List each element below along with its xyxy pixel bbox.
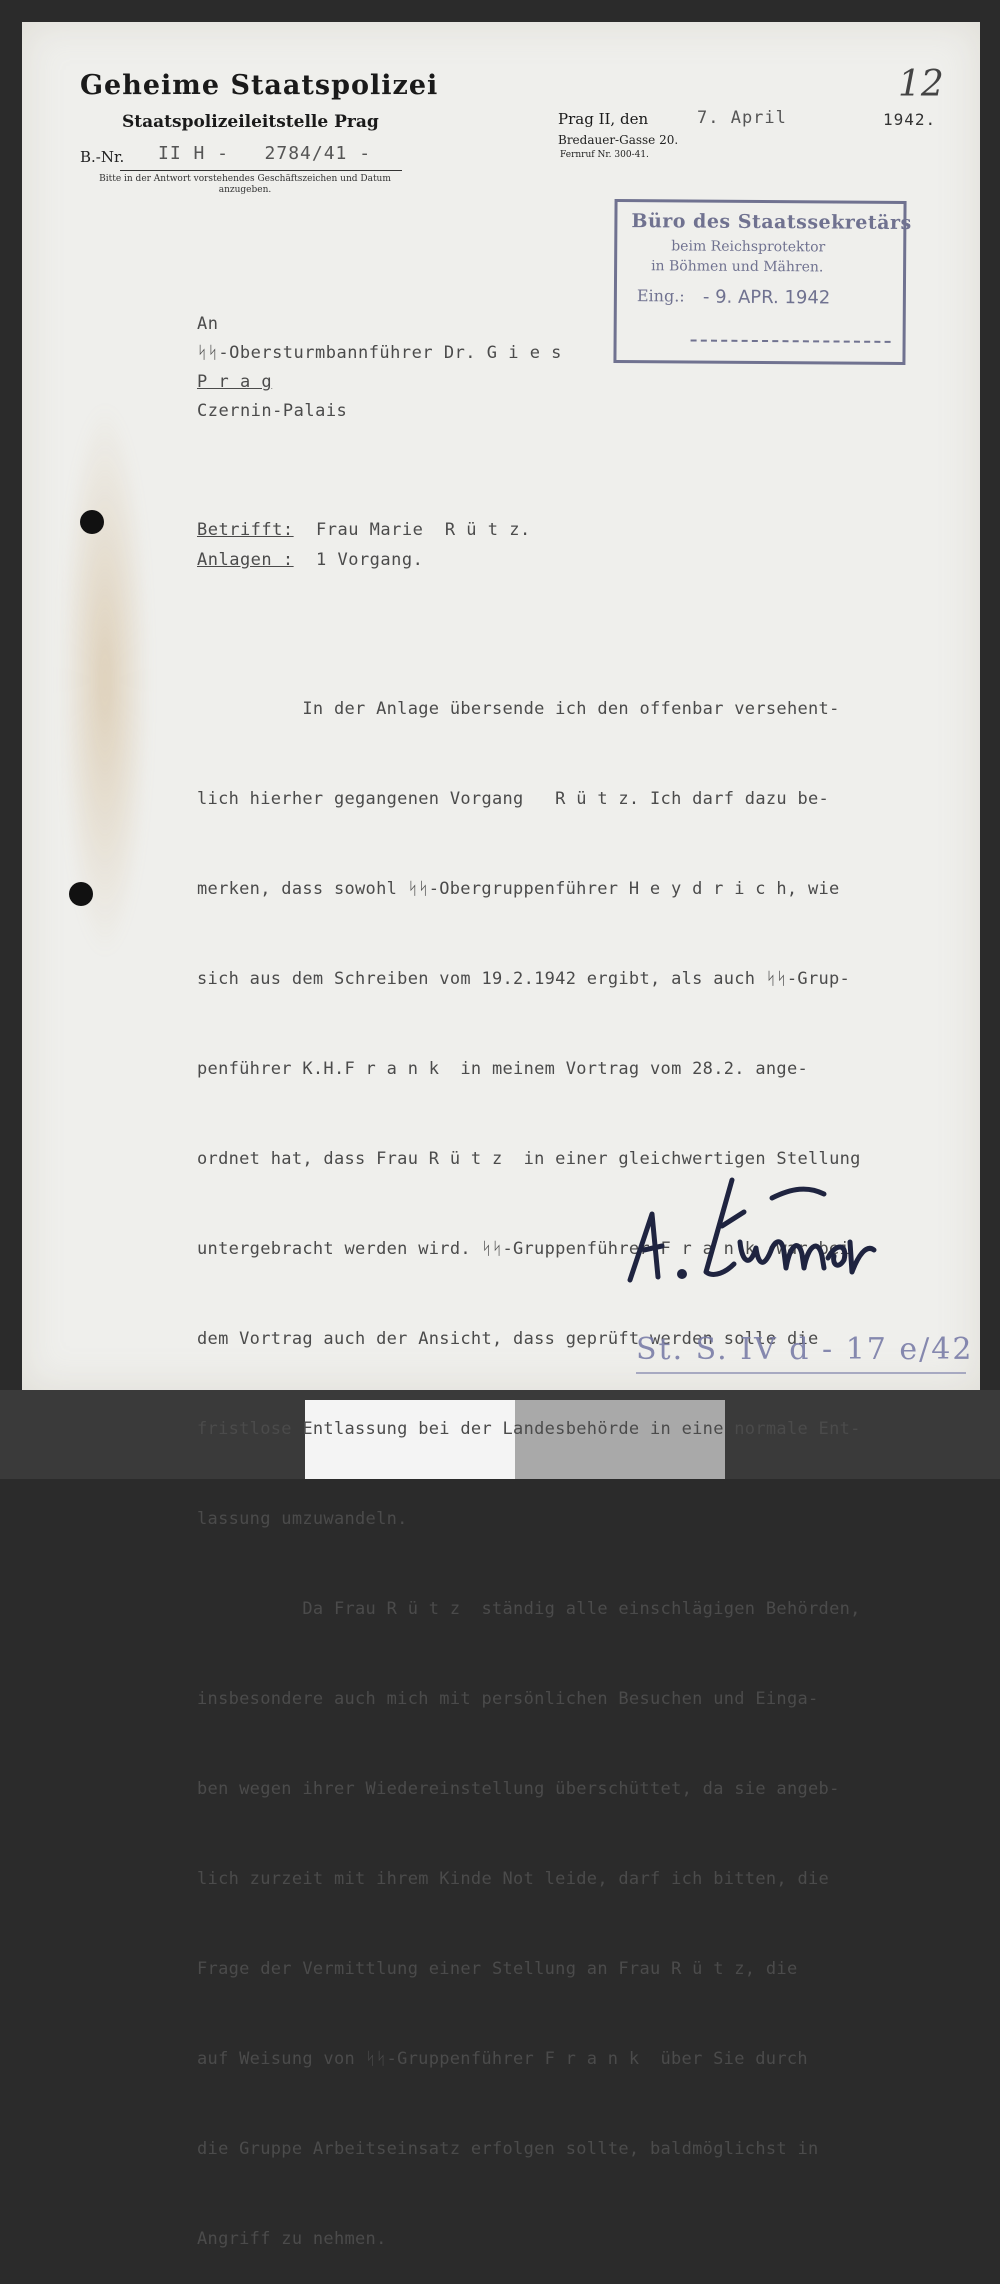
reference-note: Bitte in der Antwort vorstehendes Geschäftszeichen und Datum anzugeben. xyxy=(99,174,391,195)
body-line: fristlose Entlassung bei der Landesbehörde in eine normale Ent- xyxy=(197,1419,861,1439)
recipient-city: P r a g xyxy=(197,372,273,392)
sender-address: Bredauer-Gasse 20. xyxy=(558,133,679,147)
subject-value: Frau Marie R ü t z. xyxy=(316,520,531,540)
body-line: Angriff zu nehmen. xyxy=(197,2229,387,2249)
sender-phone: Fernruf Nr. 300-41. xyxy=(560,150,649,160)
recipient-salutation: An xyxy=(197,314,219,334)
stamp-line-2: beim Reichsprotektor xyxy=(671,238,826,256)
enclosure-label: Anlagen : xyxy=(197,550,294,570)
body-line: ordnet hat, dass Frau R ü t z in einer gleichwertigen Stellung xyxy=(197,1149,861,1169)
body-line: penführer K.H.F r a n k in meinem Vortrag vom 28.2. ange- xyxy=(197,1059,809,1079)
stamp-dashed-line xyxy=(691,340,891,343)
body-line: untergebracht werden wird. ᛋᛋ-Gruppenführer F r a n k war bei xyxy=(197,1239,851,1259)
punch-hole-bottom xyxy=(69,882,93,906)
body-line: Da Frau R ü t z ständig alle einschlägigen Behörden, xyxy=(197,1599,861,1619)
signature-drawing xyxy=(622,1172,892,1292)
reference-underline xyxy=(120,170,402,171)
stamp-line-1: Büro des Staatssekretärs xyxy=(631,210,912,235)
body-line: lassung umzuwandeln. xyxy=(197,1509,408,1529)
handwritten-page-number: 12 xyxy=(898,64,944,105)
paper-stain xyxy=(60,400,150,960)
reference-number: II H - 2784/41 - xyxy=(158,143,372,164)
dateline-day-month: 7. April xyxy=(697,108,787,128)
reference-label: B.-Nr. xyxy=(80,148,125,166)
registry-mark: St. S. IV d - 17 e/42 xyxy=(636,1332,974,1367)
body-line: lich zurzeit mit ihrem Kinde Not leide, darf ich bitten, die xyxy=(197,1869,830,1889)
body-line: merken, dass sowohl ᛋᛋ-Obergruppenführer H e y d r i c h, wie xyxy=(197,879,840,899)
body-line: dem Vortrag auch der Ansicht, dass geprüft werden solle die xyxy=(197,1329,819,1349)
body-line: die Gruppe Arbeitseinsatz erfolgen sollte, baldmöglichst in xyxy=(197,2139,819,2159)
body-line: Frage der Vermittlung einer Stellung an Frau R ü t z, die xyxy=(197,1959,798,1979)
body-line: ben wegen ihrer Wiedereinstellung überschüttet, da sie angeb- xyxy=(197,1779,840,1799)
body-line: lich hierher gegangenen Vorgang R ü t z. Ich darf dazu be- xyxy=(197,789,830,809)
office-name: Staatspolizeileitstelle Prag xyxy=(122,112,379,132)
subject-label: Betrifft: xyxy=(197,520,294,540)
stamp-received-label: Eing.: xyxy=(636,286,685,306)
body-line: In der Anlage übersende ich den offenbar versehent- xyxy=(197,699,840,719)
dateline-year: 1942. xyxy=(883,110,937,129)
handwritten-signature xyxy=(622,1172,892,1296)
stamp-line-3: in Böhmen und Mähren. xyxy=(651,258,824,276)
recipient-building: Czernin-Palais xyxy=(197,401,348,421)
receipt-stamp xyxy=(613,199,912,365)
recipient-name: ᛋᛋ-Obersturmbannführer Dr. G i e s xyxy=(197,343,562,363)
stamp-received-date: - 9. APR. 1942 xyxy=(702,286,831,309)
agency-name: Geheime Staatspolizei xyxy=(80,70,439,101)
registry-underline xyxy=(636,1372,966,1374)
body-line: auf Weisung von ᛋᛋ-Gruppenführer F r a n k über Sie durch xyxy=(197,2049,808,2069)
letter-body xyxy=(197,634,861,2284)
enclosure-value: 1 Vorgang. xyxy=(316,550,424,570)
body-line: insbesondere auch mich mit persönlichen Besuchen und Einga- xyxy=(197,1689,819,1709)
dateline-place: Prag II, den xyxy=(558,110,649,128)
punch-hole-top xyxy=(80,510,104,534)
body-line: sich aus dem Schreiben vom 19.2.1942 ergibt, als auch ᛋᛋ-Grup- xyxy=(197,969,851,989)
